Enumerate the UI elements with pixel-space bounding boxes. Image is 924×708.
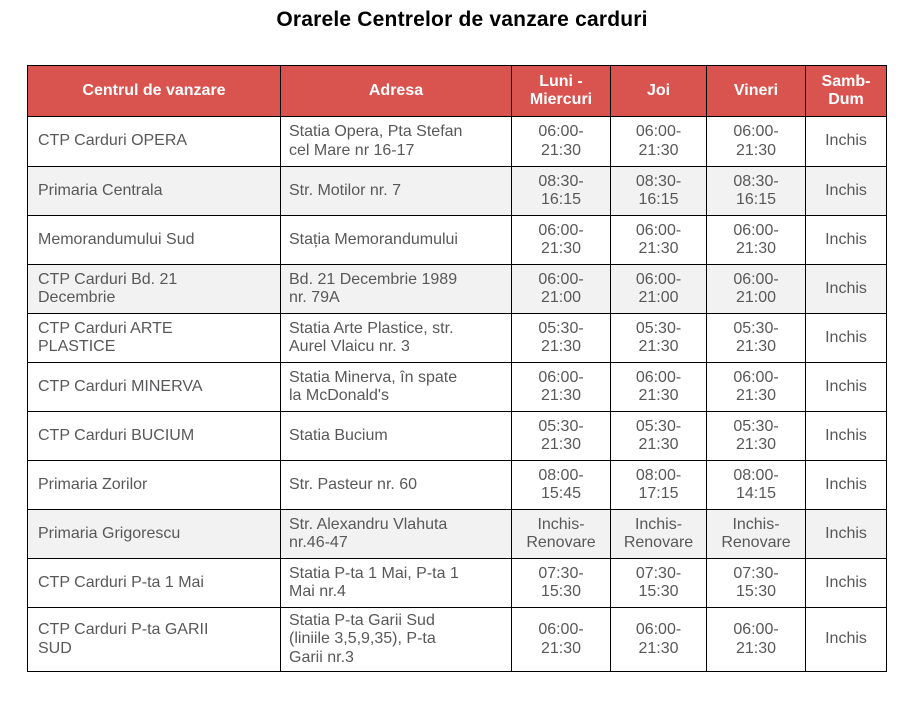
hours-fri-cell: 06:00-21:30 <box>707 608 806 672</box>
table-row <box>28 167 887 216</box>
table-row <box>28 363 887 412</box>
address-cell: Bd. 21 Decembrie 1989 nr. 79A <box>281 265 512 314</box>
hours-sat-sun-cell: Inchis <box>806 167 887 216</box>
address-cell: Statia Arte Plastice, str. Aurel Vlaicu nr. 3 <box>281 314 512 363</box>
center-name-cell: CTP Carduri P-ta 1 Mai <box>28 559 281 608</box>
hours-sat-sun-cell: Inchis <box>806 314 887 363</box>
hours-mon-wed-cell: Inchis-Renovare <box>512 510 611 559</box>
address-cell: Str. Pasteur nr. 60 <box>281 461 512 510</box>
center-name-cell: Primaria Zorilor <box>28 461 281 510</box>
column-header-center: Centrul de vanzare <box>28 66 281 117</box>
center-name-cell: Primaria Centrala <box>28 167 281 216</box>
table-row <box>28 117 887 167</box>
hours-sat-sun-cell: Inchis <box>806 265 887 314</box>
table-row <box>28 608 887 672</box>
hours-mon-wed-cell: 06:00-21:00 <box>512 265 611 314</box>
address-cell: Statia Opera, Pta Stefan cel Mare nr 16-17 <box>281 117 512 167</box>
hours-fri-cell: 08:00-14:15 <box>707 461 806 510</box>
column-header-fri: Vineri <box>707 66 806 117</box>
center-name-cell: CTP Carduri Bd. 21 Decembrie <box>28 265 281 314</box>
hours-sat-sun-cell: Inchis <box>806 363 887 412</box>
center-name-cell: Primaria Grigorescu <box>28 510 281 559</box>
hours-thu-cell: 06:00-21:30 <box>611 363 707 412</box>
address-cell: Statia Minerva, în spate la McDonald's <box>281 363 512 412</box>
hours-thu-cell: 08:30-16:15 <box>611 167 707 216</box>
hours-sat-sun-cell: Inchis <box>806 412 887 461</box>
hours-fri-cell: 05:30-21:30 <box>707 314 806 363</box>
hours-mon-wed-cell: 06:00-21:30 <box>512 608 611 672</box>
hours-thu-cell: 06:00-21:30 <box>611 216 707 265</box>
hours-fri-cell: 08:30-16:15 <box>707 167 806 216</box>
hours-fri-cell: 06:00-21:00 <box>707 265 806 314</box>
table-row <box>28 461 887 510</box>
table-row <box>28 510 887 559</box>
address-cell: Str. Alexandru Vlahuta nr.46-47 <box>281 510 512 559</box>
table-row <box>28 216 887 265</box>
hours-thu-cell: Inchis-Renovare <box>611 510 707 559</box>
hours-mon-wed-cell: 06:00-21:30 <box>512 117 611 167</box>
column-header-thu: Joi <box>611 66 707 117</box>
hours-sat-sun-cell: Inchis <box>806 117 887 167</box>
center-name-cell: CTP Carduri P-ta GARII SUD <box>28 608 281 672</box>
hours-sat-sun-cell: Inchis <box>806 608 887 672</box>
hours-sat-sun-cell: Inchis <box>806 559 887 608</box>
column-header-address: Adresa <box>281 66 512 117</box>
hours-mon-wed-cell: 08:30-16:15 <box>512 167 611 216</box>
table-row <box>28 314 887 363</box>
address-cell: Stația Memorandumului <box>281 216 512 265</box>
hours-thu-cell: 06:00-21:00 <box>611 265 707 314</box>
hours-fri-cell: 06:00-21:30 <box>707 216 806 265</box>
hours-thu-cell: 06:00-21:30 <box>611 117 707 167</box>
hours-fri-cell: Inchis-Renovare <box>707 510 806 559</box>
page-title: Orarele Centrelor de vanzare carduri <box>276 8 648 31</box>
table-row <box>28 265 887 314</box>
center-name-cell: CTP Carduri ARTE PLASTICE <box>28 314 281 363</box>
center-name-cell: CTP Carduri OPERA <box>28 117 281 167</box>
schedule-table <box>27 65 887 672</box>
center-name-cell: CTP Carduri BUCIUM <box>28 412 281 461</box>
hours-mon-wed-cell: 05:30-21:30 <box>512 412 611 461</box>
table-row <box>28 412 887 461</box>
hours-mon-wed-cell: 08:00-15:45 <box>512 461 611 510</box>
address-cell: Statia P-ta Garii Sud (liniile 3,5,9,35), P-ta Garii nr.3 <box>281 608 512 672</box>
hours-fri-cell: 06:00-21:30 <box>707 117 806 167</box>
center-name-cell: CTP Carduri MINERVA <box>28 363 281 412</box>
address-cell: Statia Bucium <box>281 412 512 461</box>
table-row <box>28 559 887 608</box>
hours-thu-cell: 07:30-15:30 <box>611 559 707 608</box>
address-cell: Str. Motilor nr. 7 <box>281 167 512 216</box>
address-cell: Statia P-ta 1 Mai, P-ta 1 Mai nr.4 <box>281 559 512 608</box>
hours-fri-cell: 05:30-21:30 <box>707 412 806 461</box>
hours-fri-cell: 07:30-15:30 <box>707 559 806 608</box>
hours-mon-wed-cell: 06:00-21:30 <box>512 216 611 265</box>
hours-thu-cell: 05:30-21:30 <box>611 314 707 363</box>
column-header-mon-wed: Luni - Miercuri <box>512 66 611 117</box>
center-name-cell: Memorandumului Sud <box>28 216 281 265</box>
hours-thu-cell: 08:00-17:15 <box>611 461 707 510</box>
hours-sat-sun-cell: Inchis <box>806 216 887 265</box>
hours-thu-cell: 05:30-21:30 <box>611 412 707 461</box>
hours-mon-wed-cell: 07:30-15:30 <box>512 559 611 608</box>
column-header-sat-sun: Samb-Dum <box>806 66 887 117</box>
schedule-table-body <box>28 117 887 672</box>
hours-sat-sun-cell: Inchis <box>806 461 887 510</box>
hours-mon-wed-cell: 06:00-21:30 <box>512 363 611 412</box>
header-row <box>28 66 887 117</box>
hours-sat-sun-cell: Inchis <box>806 510 887 559</box>
hours-thu-cell: 06:00-21:30 <box>611 608 707 672</box>
hours-mon-wed-cell: 05:30-21:30 <box>512 314 611 363</box>
hours-fri-cell: 06:00-21:30 <box>707 363 806 412</box>
schedule-table-header <box>28 66 887 117</box>
